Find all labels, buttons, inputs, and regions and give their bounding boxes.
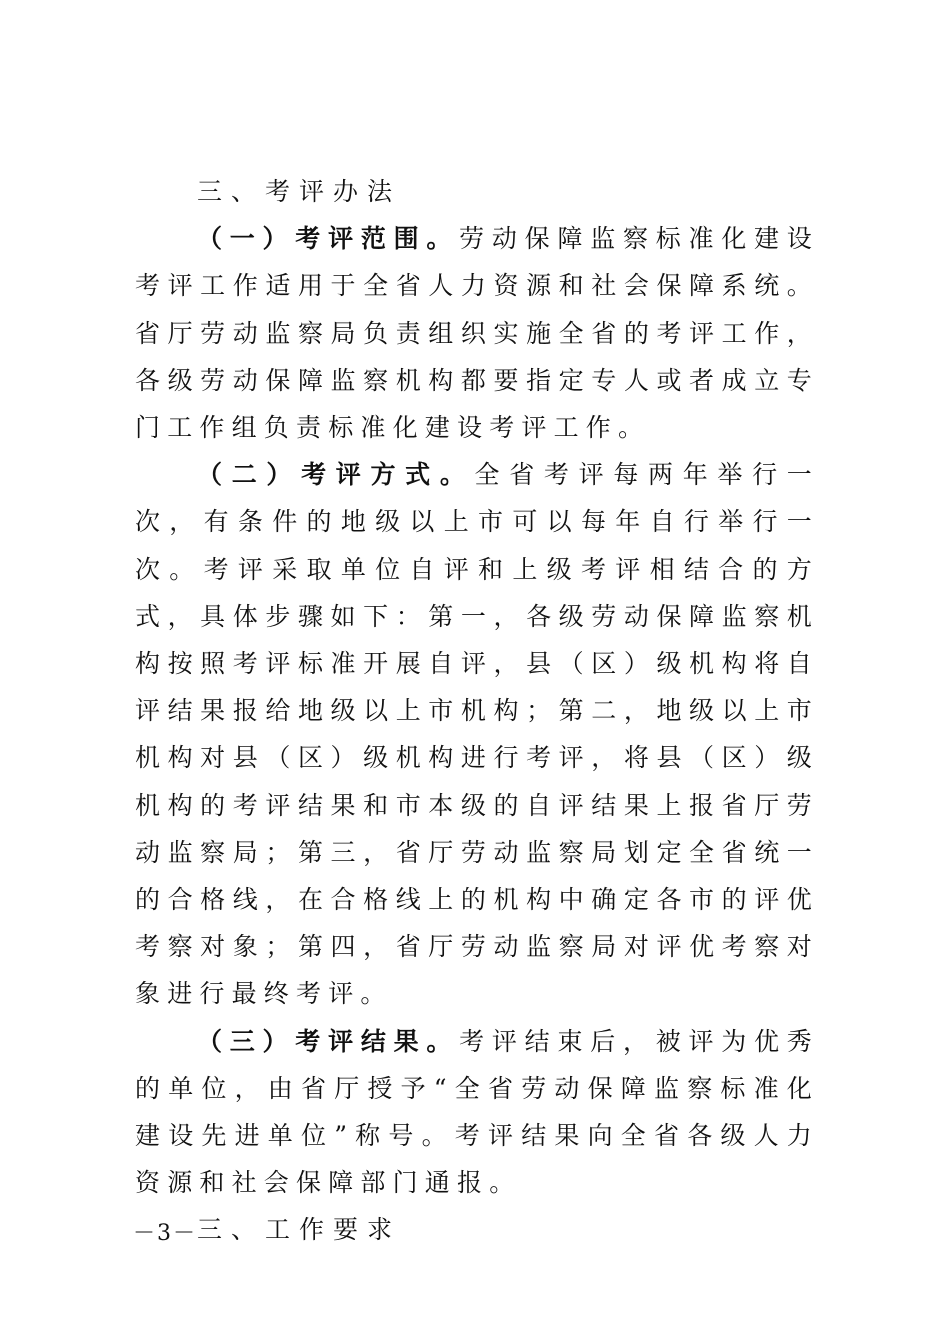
paragraph-lead: （三）考评结果。: [197, 1026, 460, 1056]
section-heading: 三、考评办法: [197, 177, 402, 206]
paragraph-lead: （二）考评方式。: [197, 460, 475, 490]
paragraph-body: 全省考评每两年举行一次，有条件的地级以上市可以每年自行举行一次。考评采取单位自评和上级考评相结合的方式，具体步骤如下：第一，各级劳动保障监察机构按照考评标准开展自评，县（区）级机构将自评结果报给地级以上市机构；第二，地级以上市机构对县（区）级机构进行考评，将县（区）级机构的考评结果和市本级的自评结果上报省厅劳动监察局；第三，省厅劳动监察局划定全省统一的合格线，在合格线上的机构中确定各市的评优考察对象；第四，省厅劳动监察局对评优考察对象进行最终考评。: [135, 460, 819, 1009]
paragraph-method: [135, 451, 819, 1017]
page-number: －3－: [133, 1221, 197, 1246]
paragraph-result: [135, 1018, 819, 1207]
paragraph-lead: （一）考评范围。: [197, 224, 460, 254]
next-section-heading: 三、工作要求: [197, 1215, 402, 1245]
paragraph-body: 劳动保障监察标准化建设考评工作适用于全省人力资源和社会保障系统。省厅劳动监察局负责组织实施全省的考评工作，各级劳动保障监察机构都要指定专人或者成立专门工作组负责标准化建设考评工作。: [135, 224, 820, 443]
document-body: [135, 168, 819, 1254]
paragraph-body: 考评结束后，被评为优秀的单位，由省厅授予“全省劳动保障监察标准化建设先进单位”称号。考评结果向全省各级人力资源和社会保障部门通报。: [135, 1026, 820, 1198]
paragraph-scope: [135, 215, 819, 451]
